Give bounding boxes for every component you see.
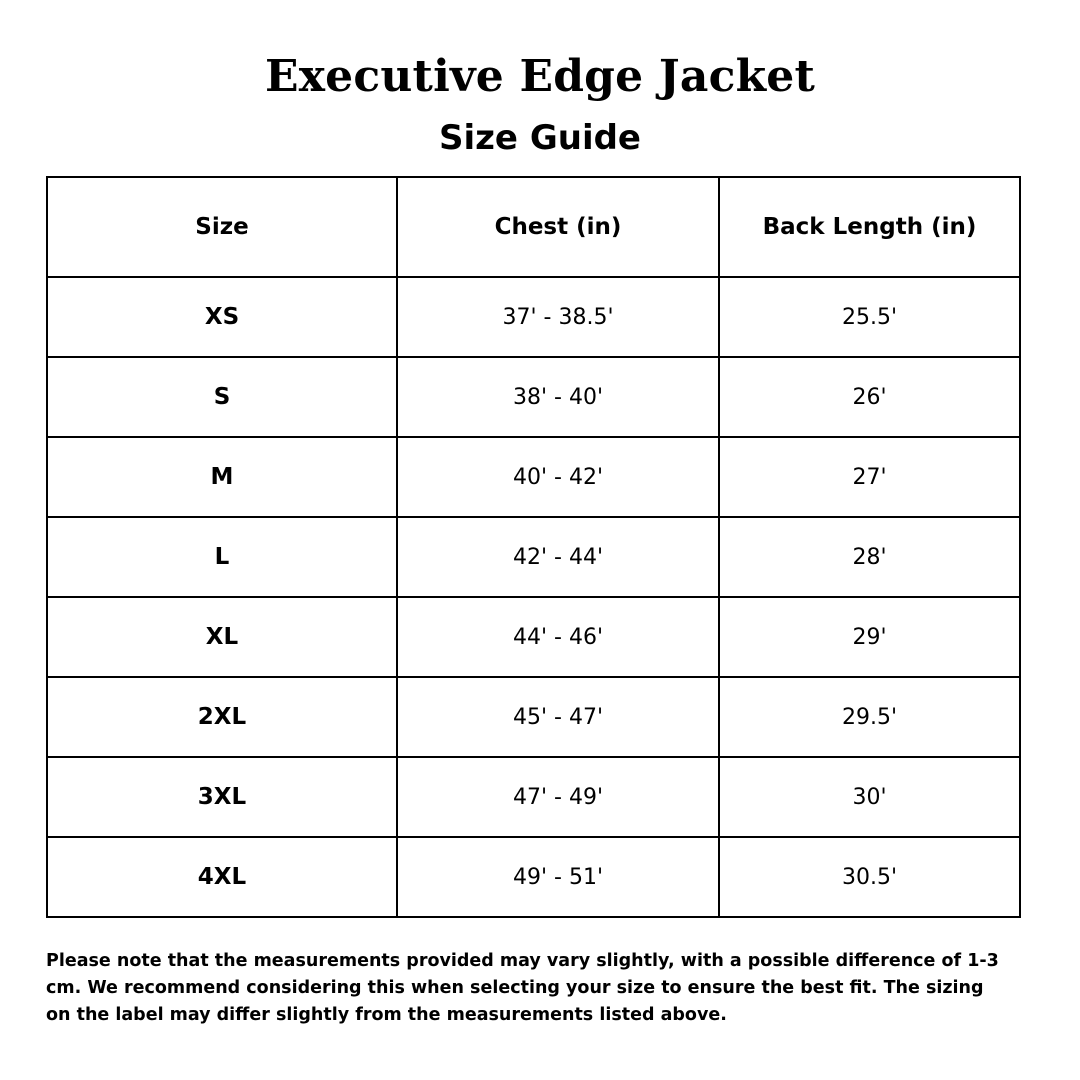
cell-chest: 38' - 40' (397, 357, 719, 437)
cell-chest: 40' - 42' (397, 437, 719, 517)
cell-back-length: 25.5' (719, 277, 1020, 357)
cell-chest: 37' - 38.5' (397, 277, 719, 357)
disclaimer-note: Please note that the measurements provided may vary slightly, with a possible difference of 1-3 cm. We recommend considering this when selecting your size to ensure the best fit. The sizing on the label may differ slightly from the measurements listed above. (46, 950, 999, 1025)
cell-back-length: 26' (719, 357, 1020, 437)
size-table-container (46, 176, 1019, 918)
cell-size: 3XL (47, 757, 397, 837)
size-table-header (47, 177, 1020, 277)
table-header-row (47, 177, 1020, 277)
cell-back-length: 27' (719, 437, 1020, 517)
cell-size: S (47, 357, 397, 437)
size-table (46, 176, 1021, 918)
cell-back-length: 29' (719, 597, 1020, 677)
table-row (47, 597, 1020, 677)
column-header-back-length: Back Length (in) (719, 177, 1020, 277)
cell-size: 4XL (47, 837, 397, 917)
table-row (47, 677, 1020, 757)
cell-back-length: 30' (719, 757, 1020, 837)
cell-size: M (47, 437, 397, 517)
cell-chest: 42' - 44' (397, 517, 719, 597)
page-subtitle: Size Guide (439, 117, 641, 158)
cell-size: L (47, 517, 397, 597)
cell-chest: 44' - 46' (397, 597, 719, 677)
column-header-chest: Chest (in) (397, 177, 719, 277)
page-title: Executive Edge Jacket (265, 51, 815, 102)
cell-chest: 45' - 47' (397, 677, 719, 757)
cell-back-length: 30.5' (719, 837, 1020, 917)
cell-back-length: 29.5' (719, 677, 1020, 757)
table-row (47, 837, 1020, 917)
column-header-size: Size (47, 177, 397, 277)
table-row (47, 277, 1020, 357)
cell-size: XL (47, 597, 397, 677)
cell-chest: 47' - 49' (397, 757, 719, 837)
table-row (47, 517, 1020, 597)
cell-size: XS (47, 277, 397, 357)
size-table-body (47, 277, 1020, 917)
cell-size: 2XL (47, 677, 397, 757)
cell-chest: 49' - 51' (397, 837, 719, 917)
table-row (47, 357, 1020, 437)
cell-back-length: 28' (719, 517, 1020, 597)
table-row (47, 437, 1020, 517)
table-row (47, 757, 1020, 837)
